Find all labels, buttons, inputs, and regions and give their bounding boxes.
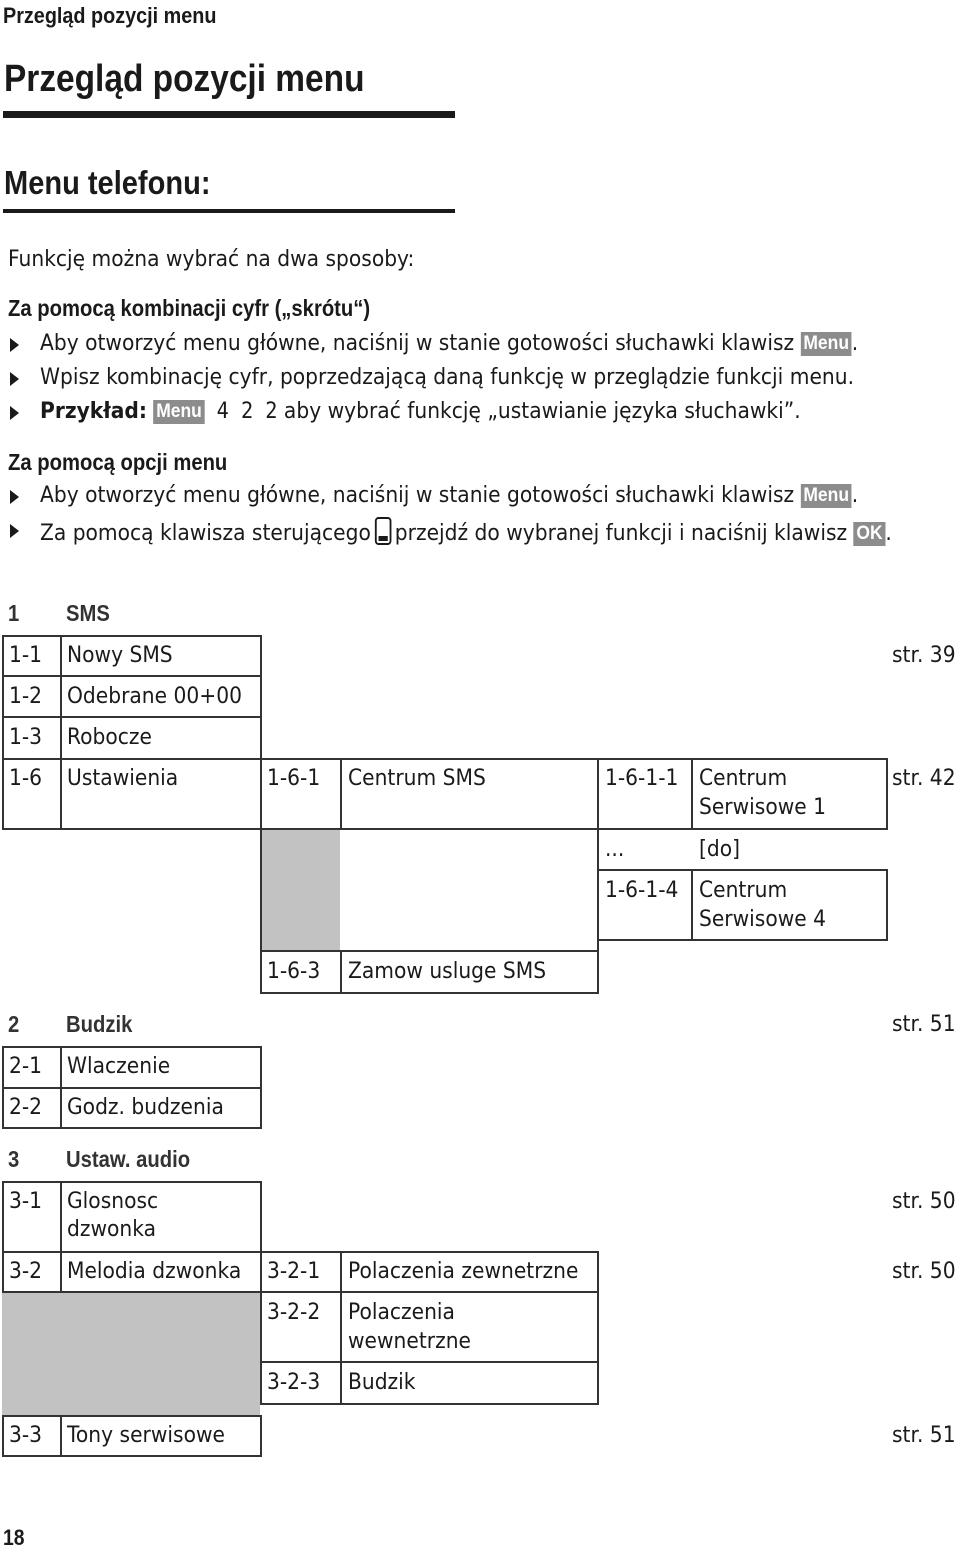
menu-item: Zamow usluge SMS (348, 959, 547, 984)
section-title: Menu telefonu: (4, 164, 211, 201)
divider (2, 1087, 262, 1089)
digit-sequence: 4 2 2 (216, 399, 278, 424)
section-1-number: 1 (8, 600, 20, 626)
page-number: 18 (3, 1525, 25, 1550)
menu-item: Wlaczenie (67, 1054, 171, 1079)
menu-code: 1-2 (9, 684, 43, 709)
menu-code: 1-6-1 (267, 766, 321, 791)
method1-heading: Za pomocą kombinacji cyfr („skrótu“) (8, 295, 371, 321)
method2-heading: Za pomocą opcji menu (8, 449, 228, 475)
section-2-label: Budzik (66, 1011, 133, 1037)
menu-item: Ustawienia (67, 766, 179, 791)
divider (60, 635, 62, 758)
menu-item: dzwonka (67, 1217, 157, 1242)
bullet-icon (10, 406, 19, 420)
step-tail: . (885, 521, 892, 546)
divider (691, 869, 693, 941)
page-ref: str. 50 (892, 1189, 956, 1214)
section-3-number: 3 (8, 1146, 20, 1172)
menu-code: 3-2 (9, 1259, 43, 1284)
menu-code: 1-6-1-4 (605, 878, 679, 903)
method1-step3 (40, 399, 801, 424)
divider (340, 950, 342, 994)
step-text: Aby otworzyć menu główne, naciśnij w stanie gotowości słuchawki klawisz (40, 483, 801, 508)
menu-item: Tony serwisowe (67, 1423, 225, 1448)
bullet-icon (10, 490, 19, 504)
page-ref: str. 42 (892, 766, 956, 791)
menu-item: Polaczenia (348, 1300, 455, 1325)
menu-key: Menu (801, 484, 852, 508)
method2-step2 (40, 517, 892, 546)
divider (260, 1361, 599, 1363)
divider (60, 1415, 62, 1457)
step-text: Za pomocą klawisza sterującego (40, 521, 371, 546)
bullet-icon (10, 372, 19, 386)
menu-item: Budzik (348, 1370, 416, 1395)
control-key-icon (375, 517, 392, 545)
menu-code: 1-1 (9, 643, 43, 668)
menu-item: Centrum SMS (348, 766, 486, 791)
divider (60, 1251, 62, 1293)
step-tail: . (851, 483, 859, 508)
menu-key: Menu (153, 400, 204, 424)
shaded-cell (2, 1293, 260, 1415)
menu-item: Odebrane 00+00 (67, 684, 242, 709)
menu-item: Nowy SMS (67, 643, 173, 668)
method1-step1 (40, 331, 858, 356)
shaded-cell (262, 830, 340, 950)
menu-code: 1-6-1-1 (605, 766, 679, 791)
menu-item: Melodia dzwonka (67, 1259, 242, 1284)
divider (2, 716, 262, 718)
page-ref: str. 51 (892, 1012, 956, 1037)
menu-code: 2-2 (9, 1095, 43, 1120)
section-3-label: Ustaw. audio (66, 1146, 191, 1172)
menu-item: wewnetrzne (348, 1329, 472, 1354)
step-text: Aby otworzyć menu główne, naciśnij w stanie gotowości słuchawki klawisz (40, 331, 801, 356)
menu-code: 2-1 (9, 1054, 43, 1079)
menu-item: Centrum (699, 766, 788, 791)
divider (691, 758, 693, 830)
menu-item: Robocze (67, 725, 152, 750)
menu-code: 1-6-3 (267, 959, 321, 984)
section-2-number: 2 (8, 1011, 20, 1037)
menu-key: Menu (801, 332, 852, 356)
menu-item: Polaczenia zewnetrzne (348, 1259, 579, 1284)
title-rule (3, 111, 455, 118)
menu-item: Godz. budzenia (67, 1095, 224, 1120)
method1-step2: Wpisz kombinację cyfr, poprzedzającą daną funkcję w przeglądzie funkcji menu. (40, 365, 854, 390)
step-tail: . (851, 331, 859, 356)
menu-code: 3-2-2 (267, 1300, 321, 1325)
bullet-icon (10, 524, 19, 538)
example-label: Przykład: (40, 399, 148, 424)
divider (60, 758, 62, 830)
menu-code: 1-3 (9, 725, 43, 750)
range-dots: ... (605, 837, 625, 862)
page-ref: str. 51 (892, 1423, 956, 1448)
divider (2, 675, 262, 677)
page-ref: str. 50 (892, 1259, 956, 1284)
menu-code: 3-2-1 (267, 1259, 321, 1284)
menu-code: 3-2-3 (267, 1370, 321, 1395)
range-to: [do] (699, 837, 741, 862)
step-text: przejdź do wybranej funkcji i naciśnij klawisz (394, 521, 854, 546)
page-ref: str. 39 (892, 643, 956, 668)
menu-code: 1-6 (9, 766, 43, 791)
menu-code: 3-1 (9, 1189, 43, 1214)
ok-key: OK (854, 522, 886, 546)
intro-text: Funkcję można wybrać na dwa sposoby: (8, 247, 415, 272)
page-title: Przegląd pozycji menu (4, 58, 365, 100)
menu-item: Serwisowe 1 (699, 795, 827, 820)
menu-item: Serwisowe 4 (699, 907, 827, 932)
divider (60, 1181, 62, 1253)
running-header: Przegląd pozycji menu (3, 3, 217, 28)
divider (340, 758, 342, 830)
section-1-label: SMS (66, 600, 110, 626)
menu-item: Centrum (699, 878, 788, 903)
step-text: aby wybrać funkcję „ustawianie języka słuchawki”. (277, 399, 801, 424)
section-rule (3, 209, 455, 213)
menu-code: 3-3 (9, 1423, 43, 1448)
bullet-icon (10, 338, 19, 352)
menu-item: Glosnosc (67, 1189, 159, 1214)
method2-step1 (40, 483, 858, 508)
